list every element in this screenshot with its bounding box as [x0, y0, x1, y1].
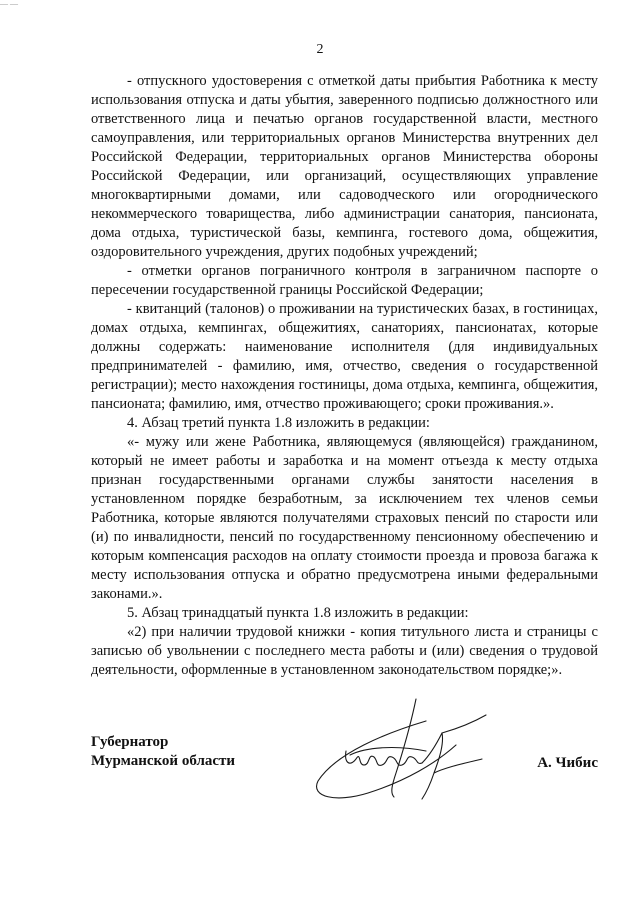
signatory-title-line: Мурманской области — [91, 753, 236, 769]
paragraph: 4. Абзац третий пункта 1.8 изложить в редакции: — [127, 415, 430, 431]
signatory-name: А. Чибис — [537, 755, 598, 771]
page-number: 2 — [316, 42, 324, 57]
signatory-title-line: Губернатор — [91, 734, 169, 750]
paragraph: - отпускного удостоверения с отметкой даты прибытия Работника к месту использования отпуска и даты убытия, заверенного подписью должностного или ответственного лица и печатью органов государственной власти, местного самоуправления, или территориальных органов Министерства внутренних дел Российской Федерации, территориальных органов Министерства обороны Российской Федерации, или организаций, осуществляющих управление многоквартирными домами, или садоводческого или огороднического некоммерческого товарищества, либо администрации санатория, пансионата, дома отдыха, туристической базы, кемпинга, гостевого дома, общежития, оздоровительного учреждения, других подобных учреждений; — [91, 73, 598, 260]
paragraph: «- мужу или жене Работника, являющемуся (являющейся) гражданином, который не имеет работы и заработка и на момент отъезда к месту отдыха признан государственными органами службы занятости населения в установленном порядке безработным, за исключением тех членов семьи Работника, которые являются получателями страховых пенсий по старости или (и) по инвалидности, пенсий по государственному пенсионному обеспечению и которым компенсация расходов на оплату стоимости проезда и провоза багажа к месту использования отпуска и обратно предусмотрена иными федеральными законами.». — [91, 434, 598, 602]
paragraph: «2) при наличии трудовой книжки - копия титульного листа и страницы с записью об увольнении с последнего места работы и (или) сведения о трудовой деятельности, оформленные в установленном законодательством порядке;». — [91, 624, 598, 678]
paragraph: 5. Абзац тринадцатый пункта 1.8 изложить в редакции: — [127, 605, 469, 621]
signature-block — [91, 733, 598, 843]
paragraph: - квитанций (талонов) о проживании на туристических базах, в гостиницах, домах отдыха, кемпингах, общежитиях, санаториях, пансионатах, которые должны содержать: наименование исполнителя (для индивидуальных предпринимателей - фамилию, имя, отчество, сведения о государственной регистрации); место нахождения гостиницы, дома отдыха, кемпинга, общежития, пансионата; фамилию, имя, отчество проживающего; сроки проживания.». — [91, 301, 598, 412]
paragraph: - отметки органов пограничного контроля в заграничном паспорте о пересечении государственной границы Российской Федерации; — [91, 263, 598, 298]
handwritten-signature — [306, 693, 511, 813]
signatory-title — [91, 733, 235, 771]
document-body — [91, 72, 598, 680]
scan-corner-mark: — — — [0, 0, 18, 8]
